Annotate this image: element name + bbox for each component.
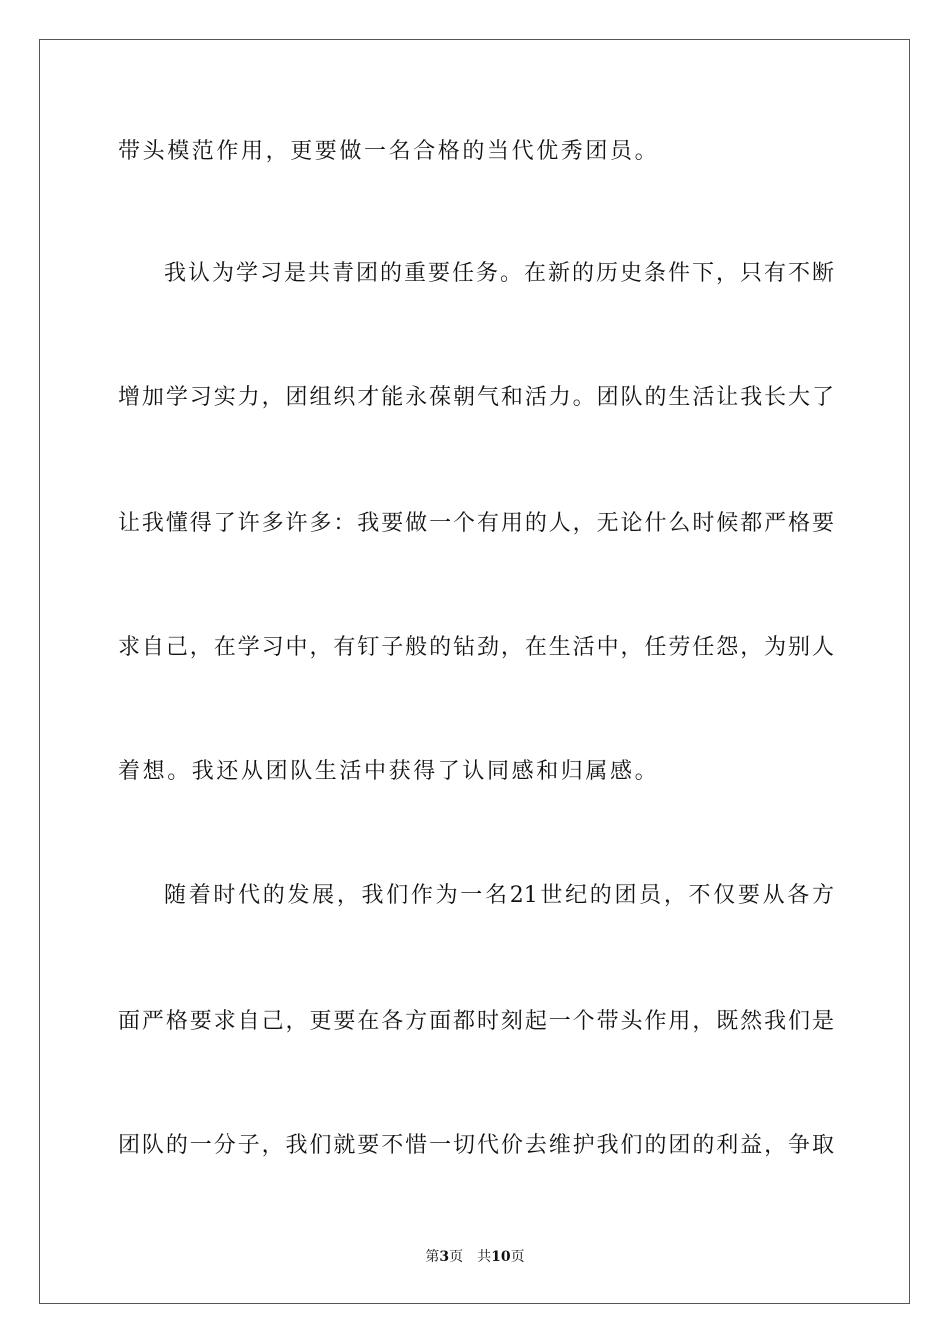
text-line-2: 我认为学习是共青团的重要任务。在新的历史条件下，只有不断: [164, 261, 834, 286]
text-line-4: 让我懂得了许多许多：我要做一个有用的人，无论什么时候都严格要: [118, 511, 834, 536]
total-pages: 10: [491, 1249, 511, 1265]
page-border: [39, 39, 910, 1304]
page-footer: [0, 1248, 950, 1266]
text-line-9: 团队的一分子，我们就要不惜一切代价去维护我们的团的利益，争取: [118, 1133, 834, 1158]
text-line-3: 增加学习实力，团组织才能永葆朝气和活力。团队的生活让我长大了: [118, 385, 834, 410]
text-line-1: 带头模范作用，更要做一名合格的当代优秀团员。: [118, 139, 660, 164]
page-suffix: 页: [449, 1249, 464, 1265]
page-number: 3: [439, 1249, 450, 1265]
text-line-8: 面严格要求自己，更要在各方面都时刻起一个带头作用，既然我们是: [118, 1009, 834, 1034]
text-line-6: 着想。我还从团队生活中获得了认同感和归属感。: [118, 759, 660, 784]
text-line-5: 求自己，在学习中，有钉子般的钻劲，在生活中，任劳任怨，为别人: [118, 635, 834, 660]
total-suffix: 页: [510, 1249, 525, 1265]
total-prefix: 共: [477, 1249, 492, 1265]
page-prefix: 第: [425, 1249, 440, 1265]
text-line-7: 随着时代的发展，我们作为一名21世纪的团员，不仅要从各方: [164, 883, 834, 908]
